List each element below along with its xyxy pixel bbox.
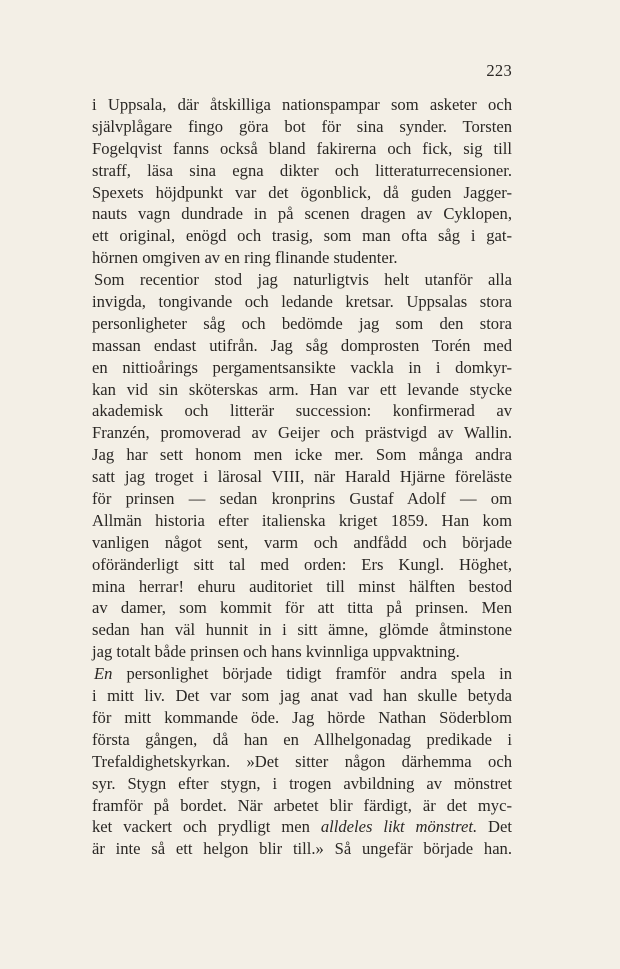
- text-run: kan vid sin sköterskas arm. Han var ett levande stycke: [92, 379, 512, 399]
- text-run: Allmän historia efter italienska kriget 1859. Han kom: [92, 510, 512, 530]
- italic-text: alldeles likt mönstret.: [320, 817, 478, 837]
- text-line: [92, 663, 512, 685]
- text-run: massan endast utifrån. Jag såg domprosten Torén med: [92, 335, 512, 355]
- text-run: Spexets höjdpunkt var det ögonblick, då guden Jagger-: [92, 182, 512, 202]
- text-run: Fogelqvist fanns också bland fakirerna och fick, sig till: [92, 138, 512, 158]
- text-run: för prinsen — sedan kronprins Gustaf Adolf — om: [92, 489, 512, 509]
- text-run: ket vackert och prydligt men: [92, 817, 321, 837]
- text-line: [92, 182, 512, 204]
- text-run: jag totalt både prinsen och hans kvinnliga uppvaktning.: [92, 642, 460, 662]
- text-run: framför på bordet. När arbetet blir färdigt, är det myc-: [92, 795, 512, 815]
- text-run: en nittioårings pergamentsansikte vackla in i domkyr-: [92, 357, 512, 377]
- text-run: för mitt kommande öde. Jag hörde Nathan Söderblom: [92, 707, 512, 727]
- text-line: [92, 203, 512, 225]
- text-run: första gången, då han en Allhelgonadag predikade i: [92, 729, 512, 749]
- text-run: mina herrar! ehuru auditoriet till minst hälften bestod: [92, 576, 512, 596]
- text-line: [92, 510, 512, 532]
- text-line: [92, 313, 512, 335]
- text-line: [92, 335, 512, 357]
- italic-text: En: [94, 664, 113, 684]
- text-run: straff, läsa sina egna dikter och litteraturrecensioner.: [92, 160, 512, 180]
- text-line: [92, 707, 512, 729]
- text-run: oföränderligt sitt tal med orden: Ers Kungl. Höghet,: [92, 554, 512, 574]
- text-line: [92, 532, 512, 554]
- text-line: [92, 400, 512, 422]
- text-run: syr. Stygn efter stygn, i trogen avbildning av mönstret: [92, 773, 512, 793]
- text-run: satt jag troget i lärosal VIII, när Harald Hjärne föreläste: [92, 467, 512, 487]
- text-line: [92, 444, 512, 466]
- text-line: [92, 94, 512, 116]
- text-run: i Uppsala, där åtskilliga nationspampar som asketer och: [92, 95, 512, 114]
- text-line: [92, 160, 512, 182]
- text-line: [92, 116, 512, 138]
- text-line: [92, 729, 512, 751]
- text-line: [92, 773, 512, 795]
- body-text: [92, 94, 512, 860]
- text-line: [92, 619, 512, 641]
- text-run: Som recentior stod jag naturligtvis helt utanför alla: [94, 270, 512, 290]
- text-run: personlighet började tidigt framför andra spela in: [112, 664, 512, 684]
- text-run: invigda, tongivande och ledande kretsar. Uppsalas stora: [92, 292, 512, 312]
- text-run: är inte så ett helgon blir till.» Så ungefär började han.: [92, 839, 512, 859]
- text-run: Jag har sett honom men icke mer. Som många andra: [92, 445, 512, 465]
- text-line: [92, 641, 512, 663]
- text-line: [92, 138, 512, 160]
- text-line: [92, 554, 512, 576]
- text-run: Franzén, promoverad av Geijer och prästvigd av Wallin.: [92, 423, 512, 443]
- text-run: i mitt liv. Det var som jag anat vad han skulle betyda: [92, 686, 512, 706]
- text-line: [92, 357, 512, 379]
- text-run: av damer, som kommit för att titta på prinsen. Men: [92, 598, 512, 618]
- text-run: sedan han väl hunnit in i sitt ämne, glömde åtminstone: [92, 620, 512, 640]
- text-line: [92, 576, 512, 598]
- text-run: Det: [477, 817, 512, 837]
- text-run: självplågare fingo göra bot för sina synder. Torsten: [92, 116, 512, 136]
- text-line: [92, 751, 512, 773]
- text-line: [92, 379, 512, 401]
- text-line: [92, 269, 512, 291]
- text-line: [92, 795, 512, 817]
- text-line: [92, 466, 512, 488]
- text-line: [92, 422, 512, 444]
- text-line: [92, 225, 512, 247]
- text-line: [92, 816, 512, 838]
- text-line: [92, 247, 512, 269]
- text-line: [92, 838, 512, 860]
- text-run: nauts vagn dundrade in på scenen dragen av Cyklopen,: [92, 204, 512, 224]
- text-run: personligheter såg och bedömde jag som den stora: [92, 313, 512, 333]
- text-run: vanligen något sent, varm och andfådd och började: [92, 532, 512, 552]
- text-line: [92, 488, 512, 510]
- text-run: hörnen omgiven av en ring flinande studenter.: [92, 248, 398, 268]
- text-run: akademisk och litterär succession: konfirmerad av: [92, 401, 512, 421]
- text-run: ett original, enögd och trasig, som man ofta såg i gat-: [92, 226, 512, 246]
- text-run: Trefaldighetskyrkan. »Det sitter någon därhemma och: [92, 751, 512, 771]
- text-line: [92, 597, 512, 619]
- text-line: [92, 291, 512, 313]
- page-number: 223: [486, 61, 512, 80]
- text-line: [92, 685, 512, 707]
